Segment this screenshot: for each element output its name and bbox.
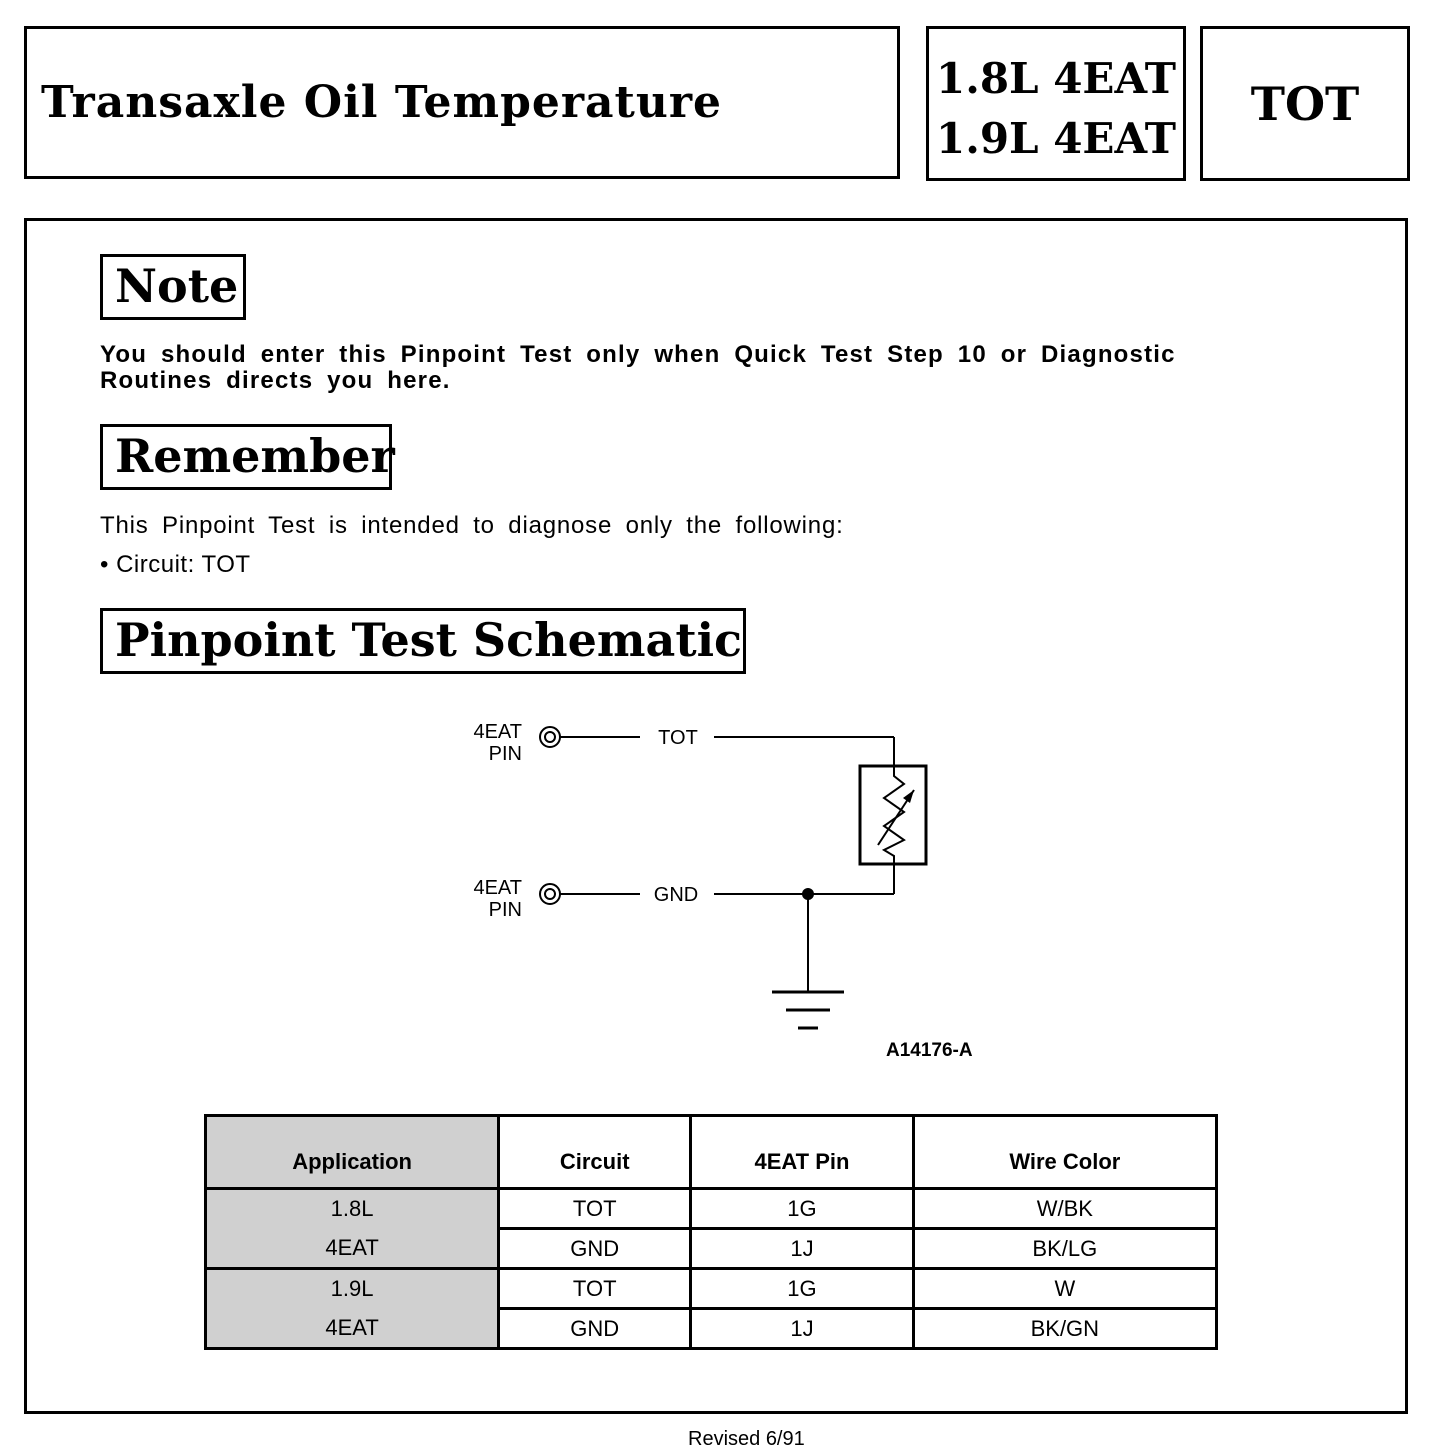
app-cell: 4EAT (206, 1309, 499, 1349)
schematic-heading: Pinpoint Test Schematic (100, 608, 746, 674)
table-row (206, 1189, 1217, 1229)
thermistor-icon (860, 766, 926, 864)
engine-box (926, 26, 1186, 181)
color-cell: BK/GN (913, 1309, 1216, 1349)
circuit-cell: GND (499, 1229, 691, 1269)
circuit-cell: TOT (499, 1269, 691, 1309)
connector-top-icon (540, 727, 560, 747)
table-row (206, 1229, 1217, 1269)
table-row (206, 1309, 1217, 1349)
color-cell: W (913, 1269, 1216, 1309)
wire-label-tot: TOT (658, 727, 698, 749)
figure-id: A14176-A (886, 1040, 973, 1061)
remember-bullet: • Circuit: TOT (100, 551, 251, 578)
ground-icon (772, 992, 844, 1028)
pin-cell: 1J (691, 1229, 913, 1269)
pin-label-top-2: PIN (488, 743, 522, 765)
pin-cell: 1G (691, 1269, 913, 1309)
title-box (24, 26, 900, 179)
code-box (1200, 26, 1410, 181)
connector-bottom-icon (540, 884, 560, 904)
code-label: TOT (1250, 77, 1360, 131)
app-cell: 1.8L (206, 1189, 499, 1229)
circuit-cell: GND (499, 1309, 691, 1349)
page-title: Transaxle Oil Temperature (41, 77, 723, 128)
pin-label-top-1: 4EAT (473, 721, 522, 743)
table-row (206, 1269, 1217, 1309)
pin-cell: 1G (691, 1189, 913, 1229)
pin-label-bottom-1: 4EAT (473, 877, 522, 899)
engine-line-1: 1.8L 4EAT (935, 54, 1176, 103)
note-heading: Note (100, 254, 246, 320)
wire-label-gnd: GND (653, 884, 699, 906)
col-header-wire-color: Wire Color (913, 1116, 1216, 1189)
wiring-table (204, 1114, 1218, 1350)
pin-cell: 1J (691, 1309, 913, 1349)
revision-footer: Revised 6/91 (688, 1428, 805, 1450)
col-header-pin: 4EAT Pin (691, 1116, 913, 1189)
note-text: You should enter this Pinpoint Test only when Quick Test Step 10 or Diagnostic Routines directs you here. (100, 341, 1176, 394)
circuit-cell: TOT (499, 1189, 691, 1229)
col-header-circuit: Circuit (499, 1116, 691, 1189)
app-cell: 1.9L (206, 1269, 499, 1309)
remember-heading: Remember (100, 424, 392, 490)
col-header-application: Application (206, 1116, 499, 1189)
remember-text: This Pinpoint Test is intended to diagnose only the following: (100, 512, 844, 539)
schematic-diagram (440, 700, 1020, 1070)
pin-label-bottom-2: PIN (488, 899, 522, 921)
app-cell: 4EAT (206, 1229, 499, 1269)
engine-line-2: 1.9L 4EAT (935, 114, 1176, 163)
color-cell: W/BK (913, 1189, 1216, 1229)
table-header-row (206, 1116, 1217, 1189)
color-cell: BK/LG (913, 1229, 1216, 1269)
